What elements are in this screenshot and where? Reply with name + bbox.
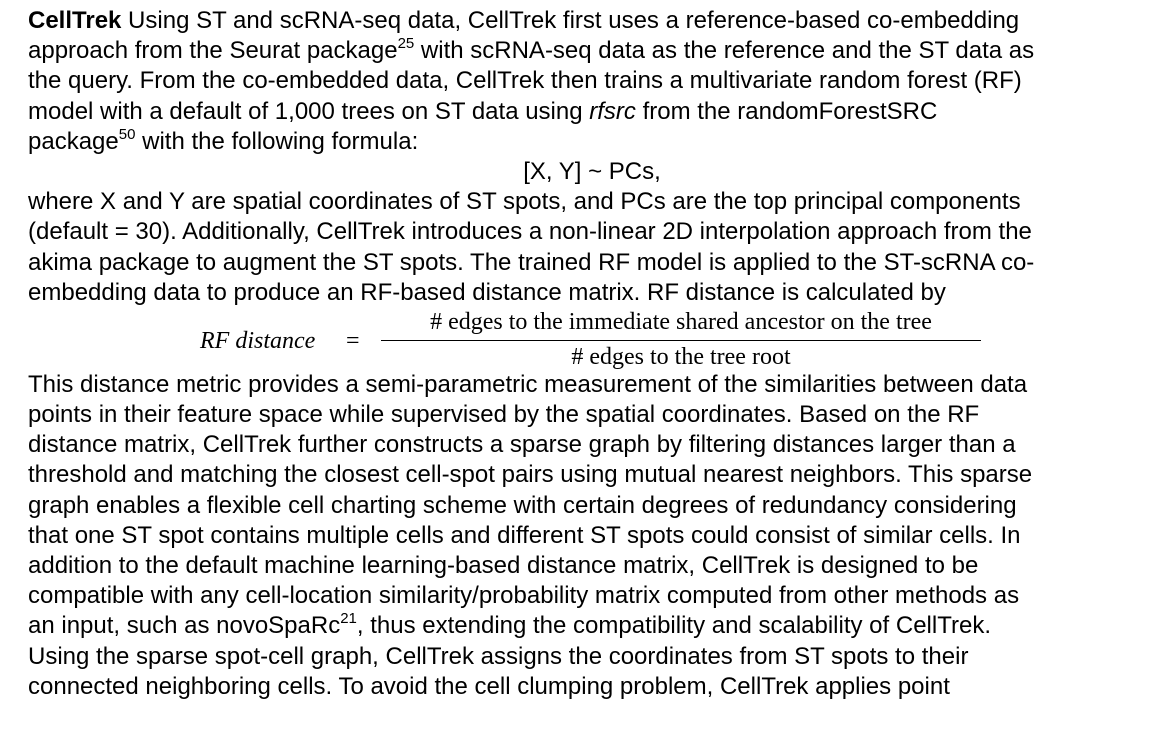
paragraph-3-line-8: compatible with any cell-location similarity/probability matrix computed from other methods as: [28, 582, 1020, 610]
formula-rf-distance: [28, 308, 1148, 370]
formula-numerator: # edges to the immediate shared ancestor on the tree: [430, 308, 932, 335]
paragraph-1-line-4: [28, 97, 1148, 127]
paragraph-2-line-4: embedding data to produce an RF-based distance matrix. RF distance is calculated by: [28, 278, 946, 306]
section-heading: CellTrek: [28, 7, 122, 34]
formula-lhs: RF distance: [200, 327, 316, 354]
paragraph-1-line-5: [28, 127, 1148, 157]
fraction-bar: [381, 340, 981, 341]
paragraph-2-line-3: akima package to augment the ST spots. The trained RF model is applied to the ST-scRNA co-: [28, 248, 1035, 276]
text: with the following formula:: [135, 127, 419, 155]
paragraph-1-line-2: [28, 36, 1148, 66]
paragraph-3-line-11: connected neighboring cells. To avoid the cell clumping problem, CellTrek applies point: [28, 672, 950, 700]
text: , thus extending the compatibility and scalability of CellTrek.: [356, 612, 991, 640]
formula-equals: =: [346, 327, 360, 354]
formula-denominator: # edges to the tree root: [571, 343, 791, 370]
citation-superscript: 21: [340, 610, 357, 628]
text: Using ST and scRNA-seq data, CellTrek first uses a reference-based co-embedding: [121, 7, 1020, 34]
formula-fraction: [381, 308, 981, 372]
function-name: rfsrc: [589, 97, 636, 125]
text: from the randomForestSRC: [635, 97, 938, 125]
paragraph-3-line-3: distance matrix, CellTrek further constructs a sparse graph by filtering distances larger than a: [28, 431, 1016, 459]
paragraph-2-line-2: (default = 30). Additionally, CellTrek introduces a non-linear 2D interpolation approach from the: [28, 218, 1032, 246]
paragraph-3-line-4: threshold and matching the closest cell-spot pairs using mutual nearest neighbors. This sparse: [28, 461, 1033, 489]
text: approach from the Seurat package: [28, 37, 398, 65]
paragraph-1-line-1: [28, 6, 1148, 36]
paragraph-3-line-6: that one ST spot contains multiple cells and different ST spots could consist of similar cells. In: [28, 521, 1021, 549]
formula-rf-model: [X, Y] ~ PCs,: [523, 157, 661, 185]
paragraph-3-line-9: [28, 611, 1148, 641]
paragraph-3-line-7: addition to the default machine learning-based distance matrix, CellTrek is designed to be: [28, 552, 979, 579]
citation-superscript: 50: [118, 125, 136, 143]
text: package: [28, 127, 119, 155]
document-body: [28, 6, 1148, 702]
text: an input, such as novoSpaRc: [28, 612, 341, 640]
text: model with a default of 1,000 trees on ST data using: [28, 97, 590, 125]
paragraph-3-line-1: This distance metric provides a semi-parametric measurement of the similarities between data: [28, 370, 1028, 398]
text: with scRNA-seq data as the reference and the ST data as: [414, 37, 1035, 65]
citation-superscript: 25: [397, 35, 415, 53]
paragraph-3-line-5: graph enables a flexible cell charting scheme with certain degrees of redundancy considering: [28, 491, 1017, 519]
paragraph-1-line-3: the query. From the co-embedded data, CellTrek then trains a multivariate random forest (RF): [28, 67, 1022, 95]
paragraph-3-line-10: Using the sparse spot-cell graph, CellTrek assigns the coordinates from ST spots to their: [28, 642, 969, 670]
paragraph-2-line-1: where X and Y are spatial coordinates of ST spots, and PCs are the top principal components: [28, 188, 1021, 216]
paragraph-3-line-2: points in their feature space while supervised by the spatial coordinates. Based on the RF: [28, 401, 980, 429]
